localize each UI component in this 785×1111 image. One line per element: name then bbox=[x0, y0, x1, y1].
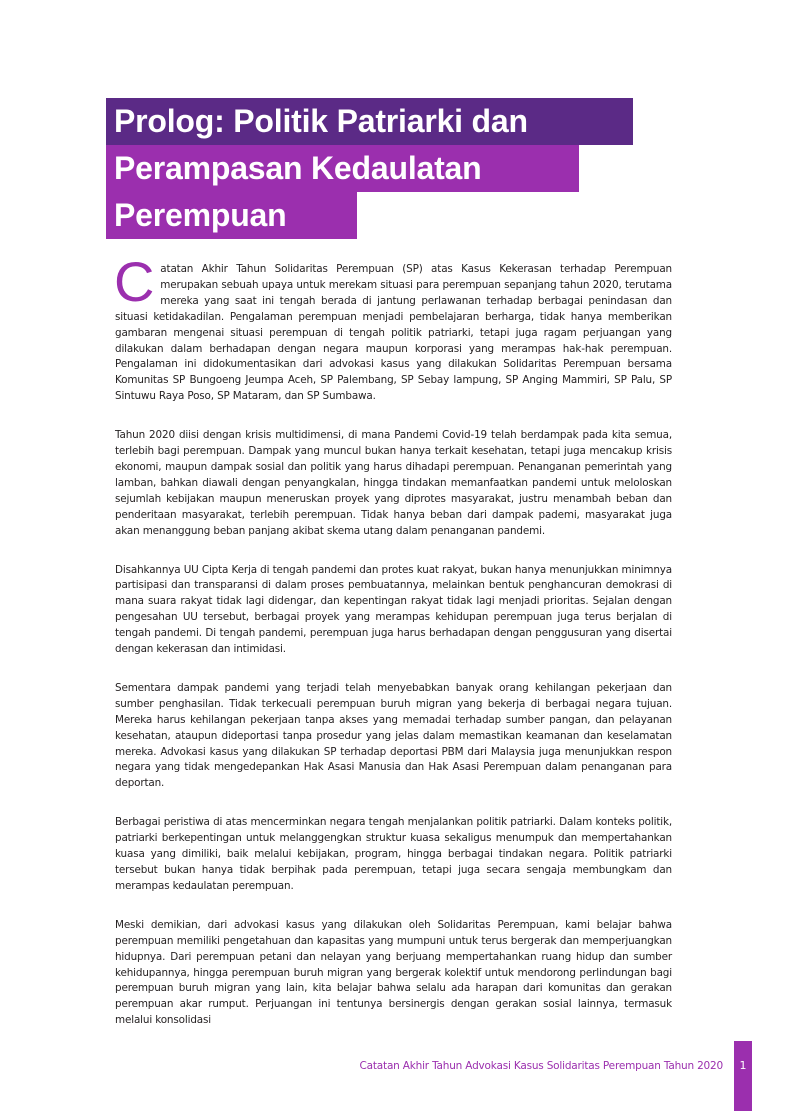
page-number-tab bbox=[734, 1041, 752, 1111]
drop-cap: C bbox=[114, 250, 155, 313]
paragraph-3: Disahkannya UU Cipta Kerja di tengah pandemi dan protes kuat rakyat, bukan hanya menunjukkan minimnya partisipasi dan transparansi di dalam proses pembuatannya, melainkan bentuk penghancuran demokrasi di mana suara rakyat tidak lagi didengar, dan kepentingan rakyat tidak lagi menjadi prioritas. Sejalan dengan pengesahan UU tersebut, berbagai proyek yang merampas kehidupan perempuan juga terus berjalan di tengah pandemi. Di tengah pandemi, perempuan juga harus berhadapan dengan penggusuran yang disertai dengan kekerasan dan intimidasi. bbox=[115, 563, 672, 656]
title-line-2: Perampasan Kedaulatan bbox=[106, 145, 579, 192]
page-number: 1 bbox=[739, 1059, 747, 1072]
paragraph-5: Berbagai peristiwa di atas mencerminkan negara tengah menjalankan politik patriarki. Dalam konteks politik, patriarki berkepentingan untuk melanggengkan struktur kuasa sekaligus menumpuk dan mempertahankan kuasa yang dimiliki, baik melalui kebijakan, program, hingga berbagai tindakan negara. Politik patriarki tersebut bukan hanya tidak berpihak pada perempuan, tetapi juga secara sengaja membungkam dan merampas kedaulatan perempuan. bbox=[115, 816, 672, 892]
paragraph-4: Sementara dampak pandemi yang terjadi telah menyebabkan banyak orang kehilangan pekerjaan dan sumber penghasilan. Tidak terkecuali perempuan buruh migran yang bekerja di berbagai negara tujuan. Mereka harus kehilangan pekerjaan tanpa akses yang memadai terhadap sumber pangan, dan pelayanan kesehatan, ataupun dideportasi tanpa prosedur yang jelas dalam memastikan keamanan dan keselamatan mereka. Advokasi kasus yang dilakukan SP terhadap deportasi PBM dari Malaysia juga menunjukkan respon negara yang tidak mengedepankan Hak Asasi Manusia dan Hak Asasi Perempuan dalam penanganan para deportan. bbox=[115, 681, 672, 790]
paragraph-1 bbox=[114, 250, 672, 405]
paragraph-2: Tahun 2020 diisi dengan krisis multidimensi, di mana Pandemi Covid-19 telah berdampak pada kita semua, terlebih bagi perempuan. Dampak yang muncul bukan hanya terkait kesehatan, tetapi juga mencakup krisis ekonomi, maupun dampak sosial dan politik yang harus dihadapi perempuan. Penanganan pemerintah yang lamban, bahkan diawali dengan penyangkalan, hingga tindakan memanfaatkan pandemi untuk meloloskan sejumlah kebijakan maupun meneruskan proyek yang diprotes masyarakat, justru menambah beban dan penderitaan masyarakat, terlebih perempuan. Tidak hanya beban dari dampak pademi, masyarakat juga akan menanggung beban panjang akibat skema utang dalam penanganan pandemi. bbox=[115, 429, 672, 537]
title-line-3: Perempuan bbox=[106, 192, 357, 239]
paragraph-6: Meski demikian, dari advokasi kasus yang dilakukan oleh Solidaritas Perempuan, kami belajar bahwa perempuan memiliki pengetahuan dan kapasitas yang mumpuni untuk terus bergerak dan memperjuangkan hidupnya. Dari perempuan petani dan nelayan yang berjuang mempertahankan ruang hidup dan sumber kehidupannya, hingga perempuan buruh migran yang bergerak kolektif untuk mendorong perlindungan bagi perempuan buruh migran yang lain, kita belajar bahwa selalu ada harapan dari komunitas dan gerakan perempuan akar rumput. Perjuangan ini tentunya bersinergis dengan gerakan sosial lainnya, termasuk melalui konsolidasi bbox=[115, 918, 672, 1027]
body-text bbox=[114, 250, 672, 1052]
paragraph-1-text: atatan Akhir Tahun Solidaritas Perempuan (SP) atas Kasus Kekerasan terhadap Perempuan merupakan sebuah upaya untuk merekam situasi para perempuan sepanjang tahun 2020, terutama mereka yang saat ini tengah berada di jantung perlawanan terhadap berbagai penindasan dan situasi ketidakadilan. Pengalaman perempuan menjadi pembelajaran berharga, tidak hanya memberikan gambaran mengenai situasi perempuan di tengah politik patriarki, tetapi juga ragam perjuangan yang dilakukan dalam berhadapan dengan negara maupun korporasi yang merampas hak-hak perempuan. Pengalaman ini didokumentasikan dari advokasi kasus yang dilakukan Solidaritas Perempuan bersama Komunitas SP Bungoeng Jeumpa Aceh, SP Palembang, SP Sebay lampung, SP Anging Mammiri, SP Palu, SP Sintuwu Raya Poso, SP Mataram, dan SP Sumbawa. bbox=[115, 263, 672, 403]
page-title bbox=[106, 98, 633, 239]
title-line-1: Prolog: Politik Patriarki dan bbox=[106, 98, 633, 145]
footer-text: Catatan Akhir Tahun Advokasi Kasus Solidaritas Perempuan Tahun 2020 bbox=[359, 1060, 723, 1072]
